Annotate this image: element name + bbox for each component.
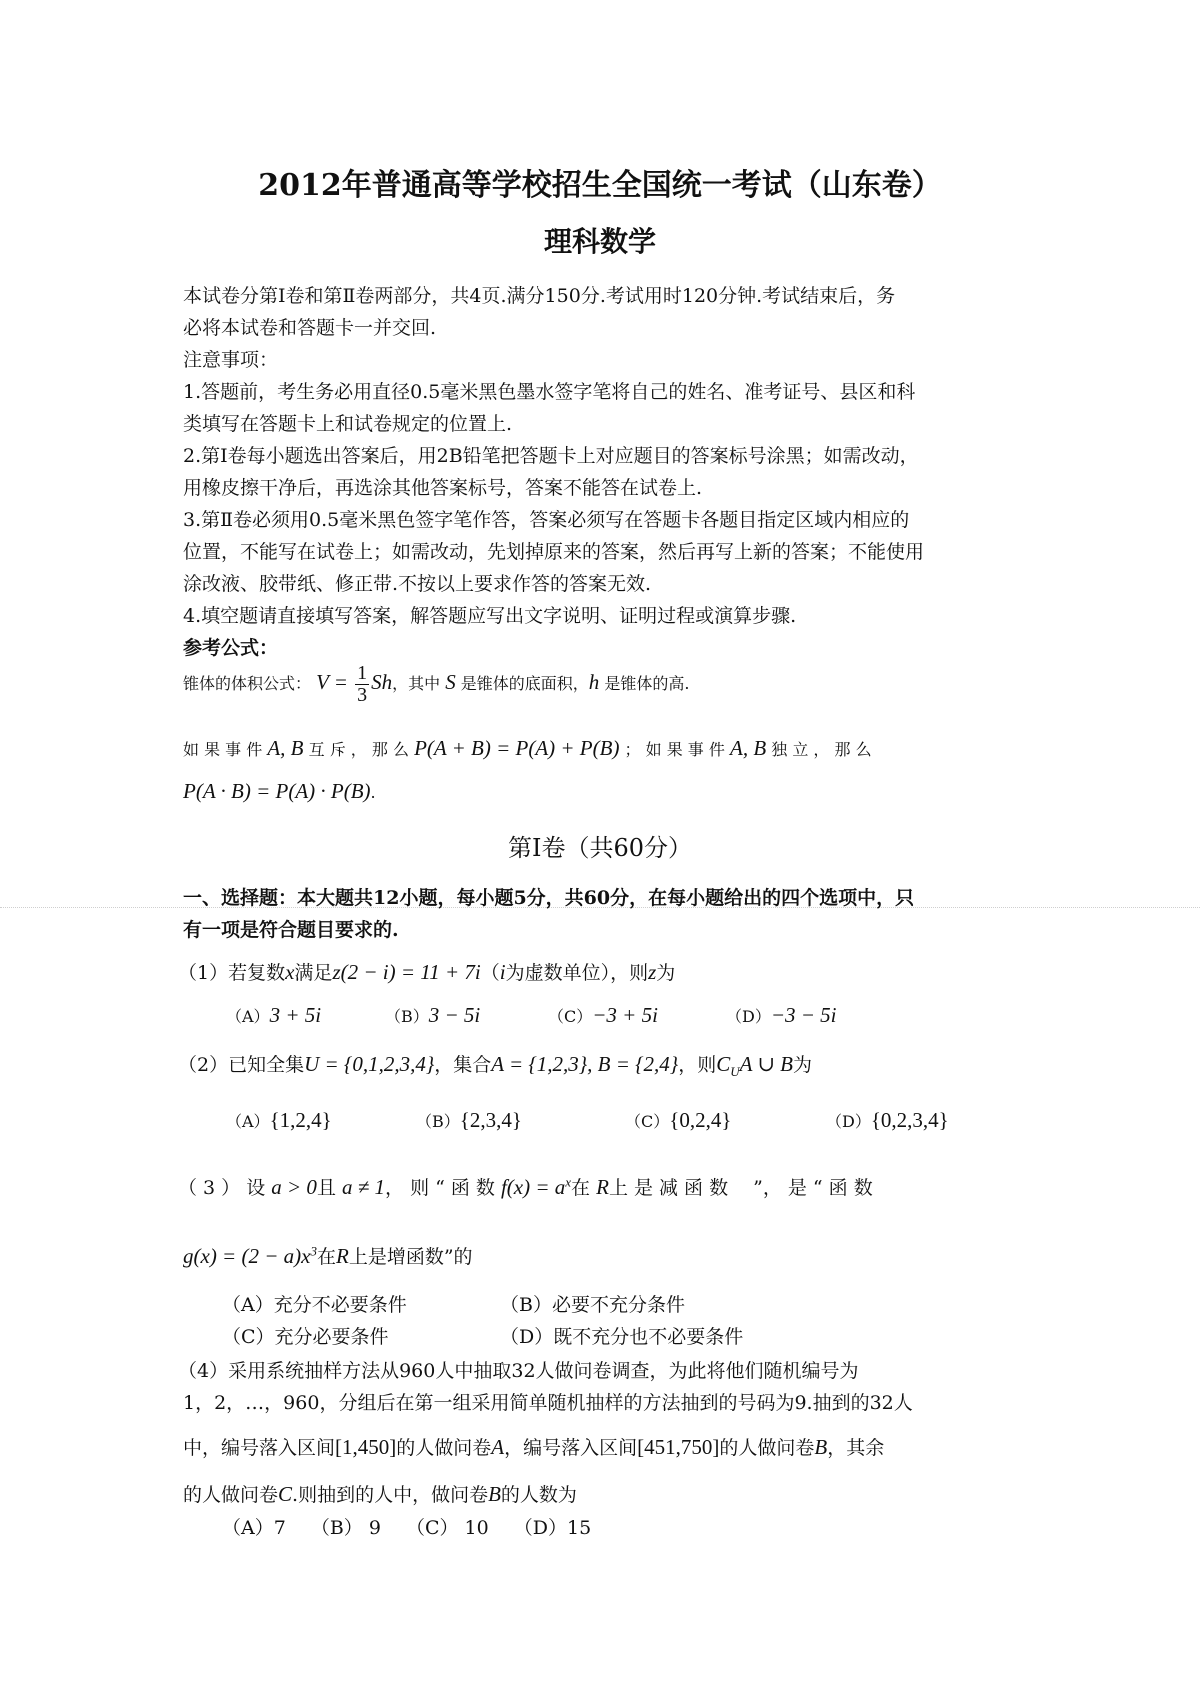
q2-sets: A = {1,2,3}, B = {2,4}: [491, 1052, 679, 1076]
q3-a-ne: a ≠ 1: [342, 1175, 386, 1199]
q2-option-c: [625, 1108, 731, 1133]
q4-text-d: 的人做问卷: [719, 1437, 815, 1459]
q4-a: A: [491, 1435, 505, 1459]
prob-text-d: 独 立 ， 那 么: [771, 740, 872, 759]
notice-3b: 位置，不能写在试卷上；如需改动，先划掉原来的答案，然后再写上新的答案；不能使用: [183, 541, 925, 563]
q4-b: B: [814, 1435, 828, 1459]
prob-ab-2: A, B: [730, 736, 767, 760]
q1-prefix: （1）若复数: [178, 962, 286, 984]
q1-opt-a-value: 3 + 5i: [269, 1003, 322, 1027]
q3-gx-sup: 3: [310, 1243, 317, 1259]
prob-eq-1: P(A + B) = P(A) + P(B): [414, 736, 620, 760]
q3-text-b: 且: [316, 1177, 336, 1199]
prob-text-b: 互 斥 ， 那 么: [308, 740, 409, 759]
q4-c: C: [278, 1482, 293, 1506]
q3-text-a: （ 3 ） 设: [178, 1177, 266, 1199]
q3-text-e: 上 是 减 函 数 ”， 是 “ 函 数: [608, 1177, 873, 1199]
q1-opt-c-value: −3 + 5i: [592, 1003, 658, 1027]
q1-paren-b: 为虚数单位），则: [505, 962, 649, 984]
q2-mid2: ，则: [678, 1054, 717, 1076]
exam-title: 2012年普通高等学校招生全国统一考试（山东卷）: [258, 168, 942, 203]
cone-end: 是锥体的高.: [604, 674, 690, 693]
q4-interval-1: [1,450]: [335, 1435, 397, 1459]
q4-text-a: 中，编号落入区间: [183, 1437, 336, 1459]
q3-gx: g(x) = (2 − a)x: [183, 1244, 311, 1268]
cone-volume-formula: [183, 663, 1033, 706]
q2-opt-a-value: {1,2,4}: [269, 1108, 332, 1132]
q1-i: i: [499, 960, 506, 984]
probability-formula-line-1: [183, 736, 1033, 761]
q3-fx-sup: x: [565, 1174, 572, 1190]
probability-formula-line-2: [183, 779, 1033, 804]
q3-option-b: （B）必要不充分条件: [500, 1294, 685, 1316]
cone-mid2: 是锥体的底面积，: [460, 674, 589, 693]
q3-option-a: （A）充分不必要条件: [222, 1294, 407, 1316]
q3-text-l2b: 上是增函数”的: [348, 1246, 473, 1268]
q2-universe: U = {0,1,2,3,4}: [304, 1052, 435, 1076]
q3-r1: R: [596, 1175, 609, 1199]
q2-opt-d-label: （D）: [826, 1112, 871, 1131]
question-2: [178, 1050, 1028, 1080]
q3-text-c: ， 则 “ 函 数: [385, 1177, 495, 1199]
q2-opt-b-label: （B）: [416, 1112, 460, 1131]
q4-interval-2: [451,750]: [637, 1435, 720, 1459]
q4-options: （A）7 （B） 9 （C） 10 （D）15: [222, 1517, 592, 1539]
question-3-line-1: [178, 1173, 1028, 1200]
q2-opt-a-label: （A）: [226, 1112, 270, 1131]
exam-subtitle: 理科数学: [543, 225, 656, 258]
q1-opt-b-label: （B）: [385, 1007, 429, 1026]
q1-opt-c-label: （C）: [548, 1007, 593, 1026]
q2-expr-rest: A ∪ B: [739, 1052, 794, 1076]
intro-line-2: 必将本试卷和答题卡一并交回.: [183, 317, 437, 339]
q1-z: z: [648, 960, 657, 984]
q1-option-b: [385, 1003, 480, 1028]
q3-option-d: （D）既不充分也不必要条件: [500, 1326, 744, 1348]
notice-2a: 2.第Ⅰ卷每小题选出答案后，用2B铅笔把答题卡上对应题目的答案标号涂黑；如需改动，: [183, 445, 919, 467]
q2-mid: ，集合: [434, 1054, 492, 1076]
q2-expr-sub: U: [730, 1063, 740, 1079]
q1-equation: z(2 − i) = 11 + 7i: [332, 960, 481, 984]
prob-end: .: [370, 783, 376, 802]
frac-num: 1: [357, 662, 368, 684]
q3-text-d: 在: [571, 1177, 591, 1199]
q2-opt-c-value: {0,2,4}: [669, 1108, 732, 1132]
cone-h: h: [588, 670, 600, 694]
q2-end: 为: [793, 1054, 813, 1076]
fraction-one-third: [355, 663, 369, 706]
question-3-line-2: [183, 1242, 1033, 1269]
q4-text-b: 的人做问卷: [396, 1437, 492, 1459]
q4-b2: B: [488, 1482, 501, 1506]
question-4-line-2: 1，2，…，960，分组后在第一组采用简单随机抽样的方法抽到的号码为9.抽到的32人: [183, 1392, 913, 1414]
q2-option-b: [416, 1108, 522, 1133]
prob-ab-1: A, B: [267, 736, 304, 760]
notice-1b: 类填写在答题卡上和试卷规定的位置上.: [183, 413, 513, 435]
q3-fx: f(x) = a: [500, 1175, 566, 1199]
section-heading-a: 一、选择题：本大题共12小题，每小题5分，共60分，在每小题给出的四个选项中，只: [183, 887, 915, 909]
part-one-title: 第Ⅰ卷（共60分）: [507, 834, 693, 862]
intro-line-1: 本试卷分第Ⅰ卷和第Ⅱ卷两部分，共4页.满分150分.考试用时120分钟.考试结束后，务: [183, 285, 896, 307]
notice-4: 4.填空题请直接填写答案，解答题应写出文字说明、证明过程或演算步骤.: [183, 605, 797, 627]
q1-x: x: [285, 960, 295, 984]
q4-text-l4c: 的人数为: [500, 1484, 577, 1506]
section-heading-b: 有一项是符合题目要求的.: [183, 919, 399, 941]
cone-S: S: [445, 670, 456, 694]
q3-r2: R: [335, 1244, 349, 1268]
frac-den: 3: [357, 684, 368, 706]
q3-text-l2a: 在: [316, 1246, 336, 1268]
q1-opt-d-label: （D）: [726, 1007, 771, 1026]
q2-expr-c: C: [716, 1052, 731, 1076]
q4-text-l4b: .则抽到的人中，做问卷: [292, 1484, 489, 1506]
notice-heading: 注意事项：: [183, 349, 279, 371]
prob-eq-2: P(A · B) = P(A) · P(B): [183, 779, 371, 803]
q2-option-d: [826, 1108, 949, 1133]
cone-mid: ，其中: [392, 674, 441, 693]
notice-2b: 用橡皮擦干净后，再选涂其他答案标号，答案不能答在试卷上.: [183, 477, 703, 499]
notice-3c: 涂改液、胶带纸、修正带.不按以上要求作答的答案无效.: [183, 573, 652, 595]
q2-option-a: [226, 1108, 332, 1133]
prob-text-c: ； 如 果 事 件: [624, 740, 725, 759]
q1-paren-a: （: [480, 962, 500, 984]
q3-a-gt: a > 0: [271, 1175, 317, 1199]
q1-end: 为: [656, 962, 676, 984]
q4-text-c: ，编号落入区间: [504, 1437, 638, 1459]
q1-option-a: [226, 1003, 321, 1028]
q2-opt-c-label: （C）: [625, 1112, 670, 1131]
question-4-line-3: [183, 1433, 1033, 1460]
q1-option-c: [548, 1003, 658, 1028]
q1-opt-a-label: （A）: [226, 1007, 270, 1026]
q4-text-l4a: 的人做问卷: [183, 1484, 279, 1506]
question-4-line-1: （4）采用系统抽样方法从960人中抽取32人做问卷调查，为此将他们随机编号为: [178, 1360, 859, 1382]
cone-prefix: 锥体的体积公式：: [183, 674, 312, 693]
q2-prefix: （2）已知全集: [178, 1054, 305, 1076]
cone-sh: Sh: [371, 670, 393, 694]
q1-opt-b-value: 3 − 5i: [428, 1003, 481, 1027]
q4-text-e: ，其余: [827, 1437, 885, 1459]
q1-option-d: [726, 1003, 837, 1028]
question-1: [178, 958, 1028, 985]
q3-option-c: （C）充分必要条件: [222, 1326, 389, 1348]
q1-opt-d-value: −3 − 5i: [770, 1003, 837, 1027]
q1-mid: 满足: [294, 962, 333, 984]
cone-lhs: V =: [316, 670, 348, 694]
notice-3a: 3.第Ⅱ卷必须用0.5毫米黑色签字笔作答，答案必须写在答题卡各题目指定区域内相应的: [183, 509, 910, 531]
prob-text-a: 如 果 事 件: [183, 740, 263, 759]
notice-1a: 1.答题前，考生务必用直径0.5毫米黑色墨水签字笔将自己的姓名、准考证号、县区和科: [183, 381, 916, 403]
q2-opt-d-value: {0,2,3,4}: [870, 1108, 949, 1132]
question-4-line-4: [183, 1480, 1033, 1507]
q2-opt-b-value: {2,3,4}: [459, 1108, 522, 1132]
formulas-heading: 参考公式：: [183, 637, 279, 659]
